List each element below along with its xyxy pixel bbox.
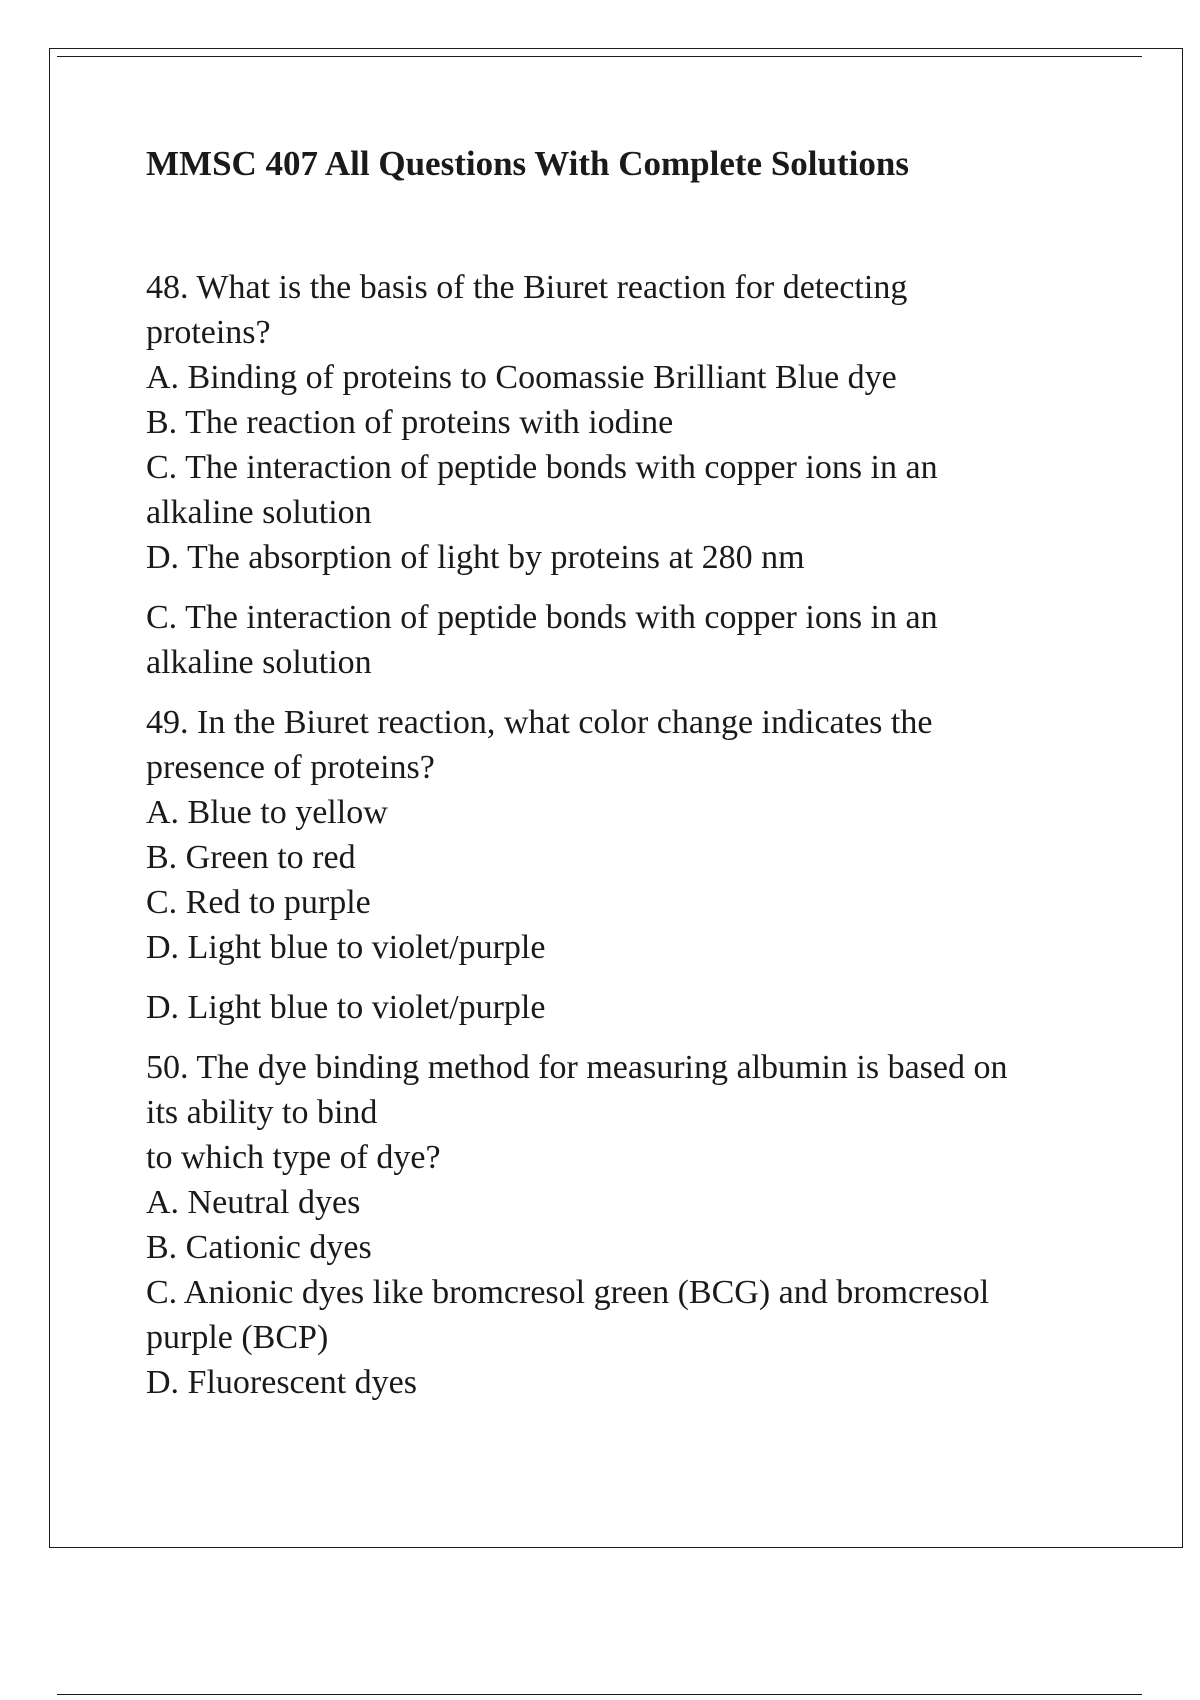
- answer-48: [146, 595, 1086, 685]
- option-d: D. Light blue to violet/purple: [146, 929, 546, 966]
- question-text: proteins?: [146, 314, 271, 351]
- document-title: MMSC 407 All Questions With Complete Solutions: [146, 144, 909, 183]
- question-49: [146, 700, 1086, 970]
- question-48: [146, 265, 1086, 580]
- question-text: 50. The dye binding method for measuring albumin is based on: [146, 1049, 1008, 1086]
- question-text: 48. What is the basis of the Biuret reaction for detecting: [146, 269, 908, 306]
- option-d: D. Fluorescent dyes: [146, 1364, 418, 1401]
- option-a: A. Blue to yellow: [146, 794, 388, 831]
- option-b: B. Green to red: [146, 839, 356, 876]
- question-50: [146, 1045, 1086, 1405]
- option-c-continued: alkaline solution: [146, 494, 372, 531]
- answer-49: [146, 985, 1086, 1030]
- option-a: A. Binding of proteins to Coomassie Brilliant Blue dye: [146, 359, 897, 396]
- question-text: its ability to bind: [146, 1094, 378, 1131]
- answer-text: alkaline solution: [146, 644, 372, 681]
- option-a: A. Neutral dyes: [146, 1184, 361, 1221]
- option-c-continued: purple (BCP): [146, 1319, 329, 1356]
- option-b: B. Cationic dyes: [146, 1229, 372, 1266]
- option-d: D. The absorption of light by proteins at 280 nm: [146, 539, 805, 576]
- question-text: 49. In the Biuret reaction, what color change indicates the: [146, 704, 933, 741]
- option-c: C. The interaction of peptide bonds with copper ions in an: [146, 449, 938, 486]
- question-text: presence of proteins?: [146, 749, 435, 786]
- header-rule: [57, 56, 1142, 57]
- question-text: to which type of dye?: [146, 1139, 441, 1176]
- footer-rule: [57, 1694, 1142, 1695]
- answer-text: D. Light blue to violet/purple: [146, 989, 546, 1026]
- option-b: B. The reaction of proteins with iodine: [146, 404, 674, 441]
- answer-text: C. The interaction of peptide bonds with copper ions in an: [146, 599, 938, 636]
- option-c: C. Anionic dyes like bromcresol green (BCG) and bromcresol: [146, 1274, 990, 1311]
- document-body: [146, 142, 1086, 1420]
- option-c: C. Red to purple: [146, 884, 371, 921]
